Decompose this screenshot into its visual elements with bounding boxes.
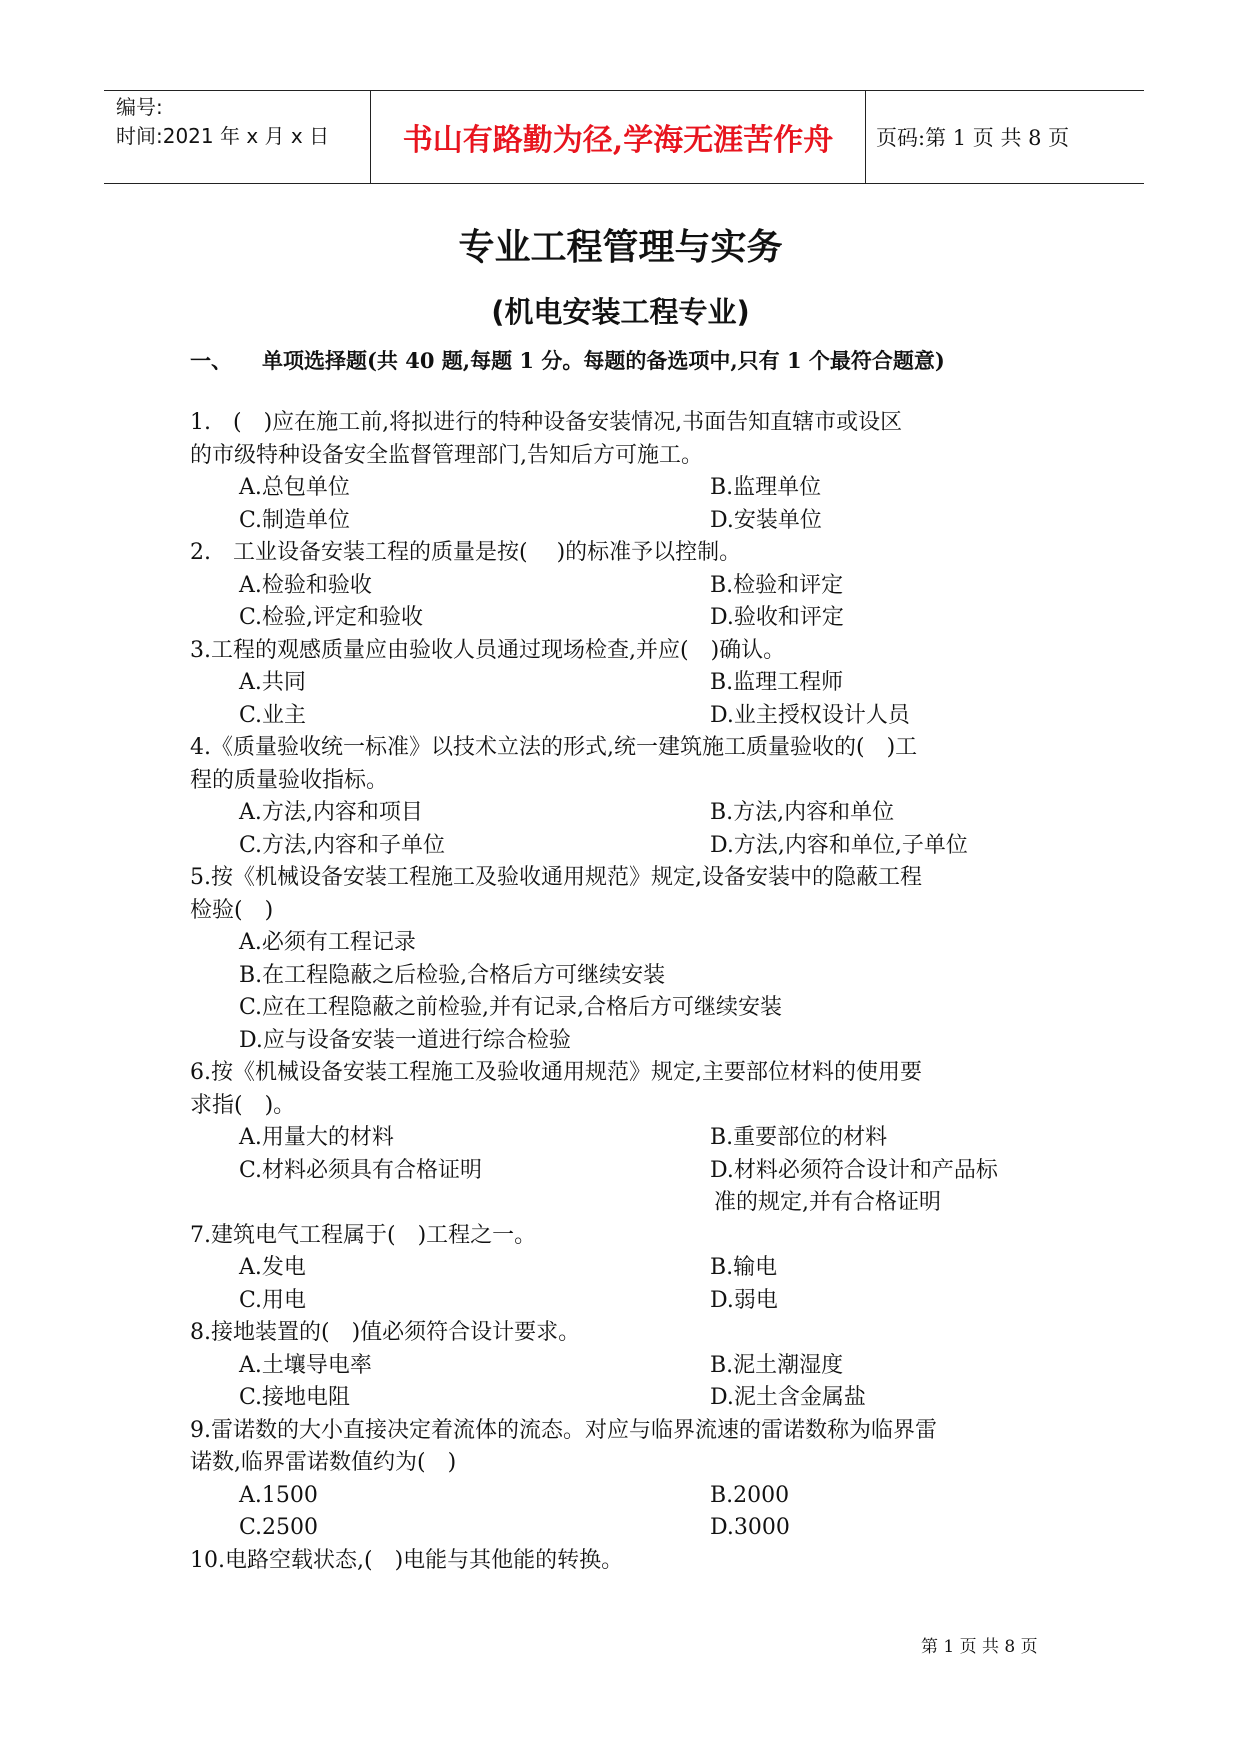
option-text: A.必须有工程记录 (239, 930, 416, 955)
section-text: 单项选择题(共 40 题,每题 1 分。每题的备选项中,只有 1 个最符合题意) (262, 348, 945, 373)
option-text: D.业主授权设计人员 (710, 702, 910, 728)
option-text: D.安装单位 (710, 507, 822, 533)
option-text: B.2000 (710, 1482, 790, 1508)
option-text: A.土壤导电率 (239, 1352, 372, 1378)
option-text: A.共同 (239, 670, 306, 695)
header-info (116, 93, 364, 181)
option-text: D.应与设备安装一道进行综合检验 (239, 1027, 571, 1053)
option-text: 准的规定,并有合格证明 (714, 1190, 941, 1215)
option-text: C.用电 (239, 1287, 307, 1313)
question-text: 2. 工业设备安装工程的质量是按( )的标准予以控制。 (190, 540, 742, 565)
option-text: C.接地电阻 (239, 1385, 351, 1410)
option-text: A.总包单位 (239, 475, 350, 500)
question-text: 诺数,临界雷诺数值约为( ) (190, 1450, 457, 1475)
option-text: D.材料必须符合设计和产品标 (710, 1157, 998, 1183)
question-text: 的市级特种设备安全监督管理部门,告知后方可施工。 (190, 442, 703, 468)
option-text: D.泥土含金属盐 (710, 1385, 866, 1410)
question-text: 3.工程的观感质量应由验收人员通过现场检查,并应( )确认。 (190, 637, 786, 663)
question-text: 5.按《机械设备安装工程施工及验收通用规范》规定,设备安装中的隐蔽工程 (190, 865, 922, 890)
section-heading (190, 345, 945, 375)
question-text: 1. ( )应在施工前,将拟进行的特种设备安装情况,书面告知直辖市或设区 (190, 410, 903, 435)
option-text: D.3000 (710, 1515, 790, 1540)
question-text: 9.雷诺数的大小直接决定着流体的流态。对应与临界流速的雷诺数称为临界雷 (190, 1417, 937, 1443)
question-text: 检验( ) (190, 897, 274, 923)
option-text: A.方法,内容和项目 (239, 800, 423, 825)
question-text: 求指( )。 (190, 1092, 296, 1118)
option-text: C.制造单位 (239, 507, 351, 533)
option-text: B.监理工程师 (710, 670, 844, 695)
option-text: A.检验和验收 (239, 572, 372, 598)
option-text: C.材料必须具有合格证明 (239, 1157, 483, 1183)
option-text: D.弱电 (710, 1287, 778, 1313)
header-motto: 书山有路勤为径,学海无涯苦作舟 (370, 91, 866, 183)
option-text: D.验收和评定 (710, 605, 844, 630)
option-text: B.监理单位 (710, 475, 822, 500)
page-footer: 第 1 页 共 8 页 (921, 1637, 1038, 1657)
option-text: A.发电 (239, 1255, 306, 1280)
date-label: 时间:2021 年 x 月 x 日 (116, 124, 330, 148)
section-number: 一、 (190, 348, 232, 373)
option-text: B.在工程隐蔽之后检验,合格后方可继续安装 (239, 962, 666, 988)
option-text: D.方法,内容和单位,子单位 (710, 832, 968, 858)
option-text: C.检验,评定和验收 (239, 605, 424, 630)
question-text: 7.建筑电气工程属于( )工程之一。 (190, 1222, 537, 1248)
document-title: 专业工程管理与实务 (458, 227, 783, 268)
question-text: 4.《质量验收统一标准》以技术立法的形式,统一建筑施工质量验收的( )工 (190, 735, 918, 760)
question-text: 程的质量验收指标。 (190, 767, 389, 793)
question-text: 10.电路空载状态,( )电能与其他能的转换。 (190, 1547, 624, 1573)
page-header (104, 90, 1144, 184)
option-text: A.用量大的材料 (239, 1125, 394, 1150)
question-text: 8.接地装置的( )值必须符合设计要求。 (190, 1320, 581, 1345)
question-text: 6.按《机械设备安装工程施工及验收通用规范》规定,主要部位材料的使用要 (190, 1060, 922, 1085)
option-text: B.泥土潮湿度 (710, 1352, 844, 1378)
document-subtitle: (机电安装工程专业) (491, 295, 750, 329)
option-text: B.重要部位的材料 (710, 1125, 888, 1150)
option-text: C.方法,内容和子单位 (239, 832, 446, 858)
option-text: C.应在工程隐蔽之前检验,并有记录,合格后方可继续安装 (239, 995, 783, 1020)
option-text: C.2500 (239, 1515, 319, 1540)
option-text: C.业主 (239, 702, 307, 728)
option-text: B.输电 (710, 1255, 778, 1280)
option-text: B.检验和评定 (710, 572, 844, 598)
id-label: 编号: (116, 95, 163, 119)
option-text: A.1500 (239, 1482, 318, 1508)
option-text: B.方法,内容和单位 (710, 800, 895, 825)
header-page-info: 页码:第 1 页 共 8 页 (876, 126, 1070, 150)
